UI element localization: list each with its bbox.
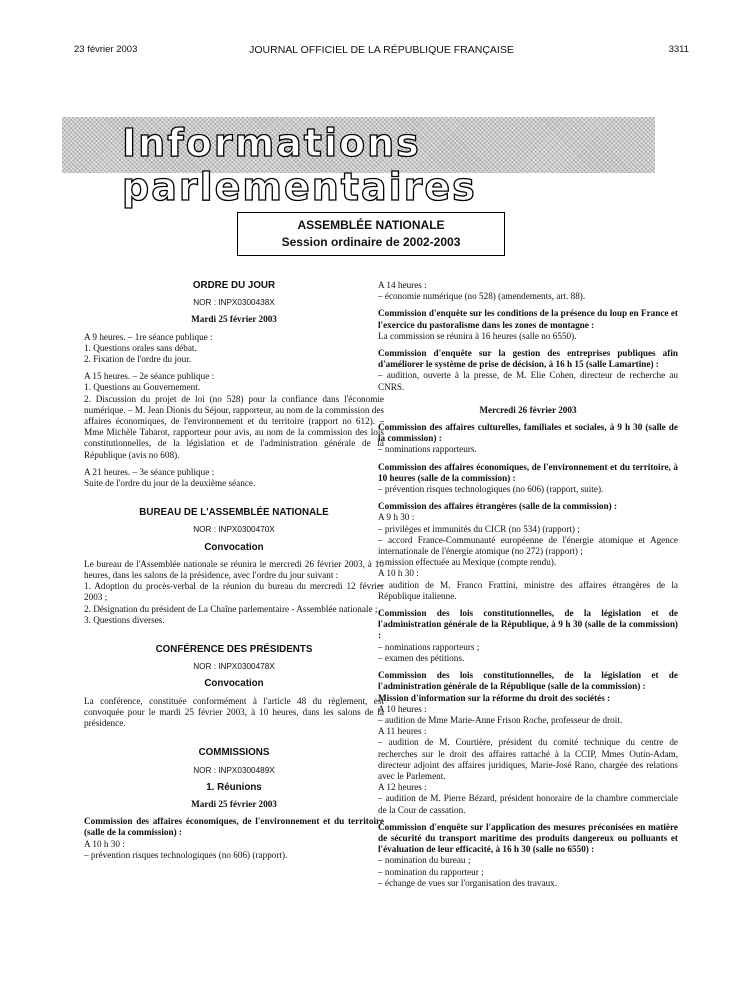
bureau-item: 2. Désignation du président de La Chaîne parlementaire - Assemblée nationale ; <box>84 603 378 614</box>
bureau-nor: NOR : INPX0300470X <box>193 525 275 535</box>
agenda-item: – audition de Mme Marie-Anne Frison Roche, professeur de droit. <box>378 714 623 725</box>
commission-time: A 10 h 30 : <box>84 838 125 849</box>
assembly-box <box>237 212 505 256</box>
banner-title: Informations parlementaires <box>122 121 477 209</box>
header-page-number: 3311 <box>668 44 689 55</box>
time-line: A 12 heures : <box>378 782 427 793</box>
agenda-item: – privilèges et immunités du CICR (no 534) (rapport) ; <box>378 523 580 534</box>
date-heading: Mercredi 26 février 2003 <box>479 404 577 415</box>
time-line: A 10 h 30 : <box>378 568 419 579</box>
agenda-item: – nominations rapporteurs ; <box>378 641 480 652</box>
ordre-line: A 21 heures. – 3e séance publique : <box>84 466 215 477</box>
agenda-item: – prévention risques technologiques (no 606) (rapport, suite). <box>378 484 604 495</box>
commission-entry: Commission des affaires étrangères (salle de la commission) : <box>378 501 618 512</box>
agenda-item: – mission effectuée au Mexique (compte rendu). <box>378 557 557 568</box>
agenda-item: – économie numérique (no 528) (amendements, art. 88). <box>378 291 586 302</box>
agenda-item: La commission se réunira à 16 heures (salle no 6550). <box>378 330 577 341</box>
bureau-title: BUREAU DE L'ASSEMBLÉE NATIONALE <box>139 507 329 519</box>
bureau-text: Le bureau de l'Assemblée nationale se réunira le mercredi 26 février 2003, à 10 heures, dans les salons de la présidence, avec l'ordre du jour suivant : <box>84 558 384 581</box>
section-banner <box>62 117 655 209</box>
commission-entry: Commission des affaires culturelles, familiales et sociales, à 9 h 30 (salle de la commission) : <box>378 422 678 444</box>
mission-heading: Mission d'information sur la réforme du droit des sociétés : <box>378 692 611 703</box>
agenda-item: – nominations rapporteurs. <box>378 444 477 455</box>
ordre-title: ORDRE DU JOUR <box>192 280 276 291</box>
agenda-item: – accord France-Communauté européenne de l'énergie atomique et Agence internationale de l'énergie atomique (no 272) (rapport) ; <box>378 534 678 557</box>
commissions-nor: NOR : INPX0300489X <box>193 765 275 775</box>
commissions-date: Mardi 25 février 2003 <box>191 798 277 809</box>
commission-item: – prévention risques technologiques (no 606) (rapport). <box>84 849 288 860</box>
time-line: A 11 heures : <box>378 726 427 737</box>
conference-nor: NOR : INPX0300478X <box>193 662 275 672</box>
ordre-line: 2. Fixation de l'ordre du jour. <box>84 354 192 365</box>
conference-convocation: Convocation <box>204 678 264 690</box>
agenda-item: – audition, ouverte à la presse, de M. Elie Cohen, directeur de recherche au CNRS. <box>378 370 678 392</box>
agenda-item: – audition de M. Courtière, président du comité technique du centre de recherches sur le droit des affaires rattaché à la CCIP, Mmes Outin-Adam, directeur adjoint des affaires juridiques, Marie-José Rano, chargée des relations avec le Parlement. <box>378 737 678 781</box>
left-column <box>84 280 384 861</box>
time-line: A 9 h 30 : <box>378 512 415 523</box>
agenda-item: – échange de vues sur l'organisation des travaux. <box>378 877 558 888</box>
ordre-date: Mardi 25 février 2003 <box>191 314 277 325</box>
ordre-line: 1. Questions orales sans débat. <box>84 342 197 353</box>
agenda-item: – examen des pétitions. <box>378 652 465 663</box>
header-journal-title: JOURNAL OFFICIEL DE LA RÉPUBLIQUE FRANÇAISE <box>249 44 514 56</box>
right-column <box>378 280 678 889</box>
ordre-line: A 15 heures. – 2e séance publique : <box>84 371 215 382</box>
ordre-line: Suite de l'ordre du jour de la deuxième séance. <box>84 478 256 489</box>
header-date: 23 février 2003 <box>74 44 138 55</box>
box-line-1: ASSEMBLÉE NATIONALE <box>297 218 445 232</box>
conference-text: La conférence, constituée conformément à l'article 48 du règlement, est convoquée pour le mardi 25 février 2003, à 10 heures, dans les salons de la présidence. <box>84 695 384 729</box>
commission-entry: Commission d'enquête sur les conditions de la présence du loup en France et l'exercice du pastoralisme dans les zones de montagne : <box>378 308 678 330</box>
ordre-line: A 9 heures. – 1re séance publique : <box>84 331 213 342</box>
commission-entry: Commission des lois constitutionnelles, de la législation et de l'administration générale de la République (salle de la commission) : <box>378 670 678 692</box>
agenda-item: – audition de M. Franco Frattini, ministre des affaires étrangères de la République italienne. <box>378 579 678 601</box>
commissions-title: COMMISSIONS <box>198 747 270 759</box>
agenda-item: – nomination du rapporteur ; <box>378 866 484 877</box>
agenda-item: – nomination du bureau ; <box>378 855 471 866</box>
reunions-heading: 1. Réunions <box>206 781 262 793</box>
ordre-line: 1. Questions au Gouvernement. <box>84 382 201 393</box>
ordre-nor: NOR : INPX0300438X <box>193 298 275 308</box>
ordre-line: 2. Discussion du projet de loi (no 528) pour la confiance dans l'économie numérique. – M. Jean Dionis du Séjour, rapporteur, au nom de la commission des affaires économiques, de l'environnement et du territoire (rapport no 612). – Mme Michèle Tabarot, rapporteur pour avis, au nom de la commission des lois constitutionnelles, de la législation et de l'administration générale de la République (avis no 608). <box>84 393 384 460</box>
commission-entry: Commission d'enquête sur l'application des mesures préconisées en matière de sécurité du transport maritime des produits dangereux ou polluants et l'évaluation de leur efficacité, à 16 h 30 (salle no 6550) : <box>378 821 678 855</box>
commission-entry: Commission des affaires économiques, de l'environnement et du territoire (salle de la commission) : <box>84 816 384 838</box>
box-line-2: Session ordinaire de 2002-2003 <box>281 235 461 249</box>
bureau-item: 1. Adoption du procès-verbal de la réunion du bureau du mercredi 12 février 2003 ; <box>84 581 384 603</box>
commission-entry: Commission d'enquête sur la gestion des entreprises publiques afin d'améliorer le système de prise de décision, à 16 h 15 (salle Lamartine) : <box>378 348 678 370</box>
bureau-convocation: Convocation <box>204 541 264 553</box>
agenda-item: – audition de M. Pierre Bézard, président honoraire de la chambre commerciale de la Cour de cassation. <box>378 793 678 815</box>
time-line: A 14 heures : <box>378 280 427 290</box>
page-header <box>74 44 689 58</box>
commission-entry: Commission des lois constitutionnelles, de la législation et de l'administration générale de la République, à 9 h 30 (salle de la commission) : <box>378 608 678 641</box>
bureau-item: 3. Questions diverses. <box>84 614 165 625</box>
time-line: A 10 heures : <box>378 703 427 714</box>
commission-entry: Commission des affaires économiques, de l'environnement et du territoire, à 10 heures (salle de la commission) : <box>378 461 678 483</box>
conference-title: CONFÉRENCE DES PRÉSIDENTS <box>155 644 313 656</box>
